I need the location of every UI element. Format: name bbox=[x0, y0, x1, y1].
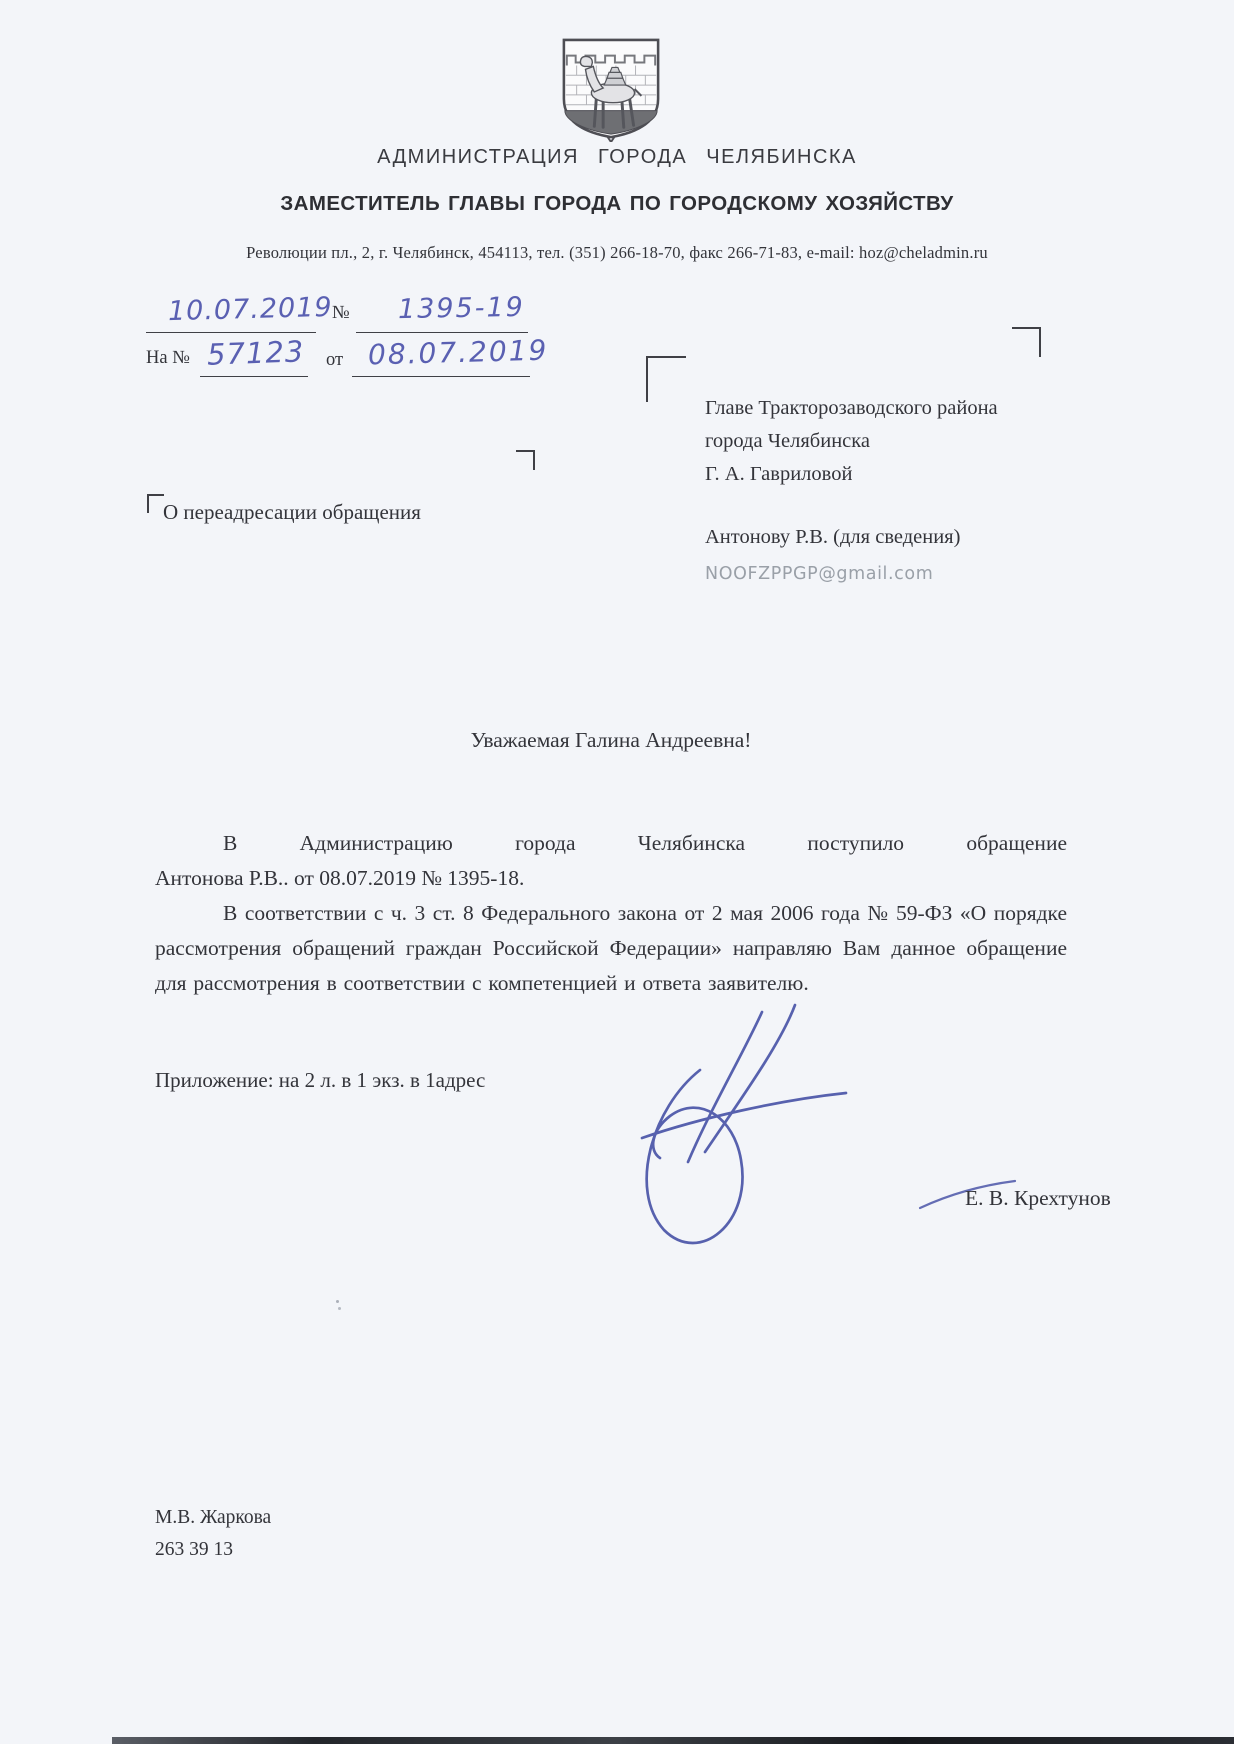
corner-mark-subject-right-icon bbox=[516, 450, 535, 470]
executor-block bbox=[155, 1502, 271, 1566]
signer-name: Е. В. Крехтунов bbox=[965, 1186, 1111, 1210]
salutation: Уважаемая Галина Андреевна! bbox=[470, 728, 752, 752]
executor-phone: 263 39 13 bbox=[155, 1539, 233, 1560]
outgoing-number-handwritten: 1395-19 bbox=[397, 291, 526, 326]
contact-info-line: Революции пл., 2, г. Челябинск, 454113, тел. (351) 266-18-70, факс 266-71-83, e-mail: hoz@cheladmin.ru bbox=[246, 243, 988, 262]
incoming-number-handwritten: 57123 bbox=[206, 334, 305, 372]
incoming-date-underline bbox=[352, 376, 530, 377]
letter-body bbox=[155, 826, 1067, 1001]
recipient-block bbox=[705, 392, 1125, 591]
corner-mark-subject-left-icon bbox=[147, 494, 164, 513]
paragraph2: В соответствии с ч. 3 ст. 8 Федерального закона от 2 мая 2006 года № 59-ФЗ «О порядке рассмотрения обращений граждан Российской Федерации» направляю Вам данное обращение для рассмотрения в соответствии с компетенцией и ответа заявителю. bbox=[155, 901, 1067, 995]
from-label: от bbox=[326, 350, 344, 370]
outgoing-date-underline bbox=[146, 332, 316, 333]
number-sign-label: № bbox=[332, 303, 350, 323]
outgoing-date-handwritten: 10.07.2019 bbox=[167, 291, 333, 328]
attachment-line: Приложение: на 2 л. в 1 экз. в 1адрес bbox=[155, 1068, 486, 1092]
camel-shield-icon bbox=[557, 36, 665, 142]
organization-name: АДМИНИСТРАЦИЯ ГОРОДА ЧЕЛЯБИНСКА bbox=[377, 146, 857, 168]
coat-of-arms-icon bbox=[557, 36, 665, 142]
incoming-number-underline bbox=[200, 376, 308, 377]
scan-bottom-edge bbox=[112, 1737, 1234, 1744]
incoming-number-label: На № bbox=[146, 348, 190, 368]
cc-recipient-line: Антонову Р.В. (для сведения) bbox=[705, 526, 961, 548]
recipient-line: Главе Тракторозаводского района bbox=[705, 397, 998, 419]
corner-mark-recipient-left-icon bbox=[646, 356, 686, 402]
recipient-line: Г. А. Гавриловой bbox=[705, 463, 853, 485]
paragraph1-line1: В Администрацию города Челябинска поступило обращение bbox=[223, 831, 1067, 855]
scan-speck bbox=[336, 1300, 339, 1303]
recipient-line: города Челябинска bbox=[705, 430, 871, 452]
cc-email: NOOFZPPGP@gmail.com bbox=[705, 564, 934, 584]
signature-scribble-icon bbox=[590, 990, 860, 1260]
paragraph1-line2: Антонова Р.В.. от 08.07.2019 № 1395-18. bbox=[155, 866, 525, 890]
subject-line: О переадресации обращения bbox=[163, 500, 421, 524]
incoming-date-handwritten: 08.07.2019 bbox=[367, 333, 549, 372]
corner-mark-recipient-right-icon bbox=[1012, 327, 1041, 357]
executor-name: М.В. Жаркова bbox=[155, 1507, 272, 1528]
department-name: ЗАМЕСТИТЕЛЬ ГЛАВЫ ГОРОДА ПО ГОРОДСКОМУ ХОЗЯЙСТВУ bbox=[280, 192, 954, 215]
outgoing-number-underline bbox=[356, 332, 528, 333]
